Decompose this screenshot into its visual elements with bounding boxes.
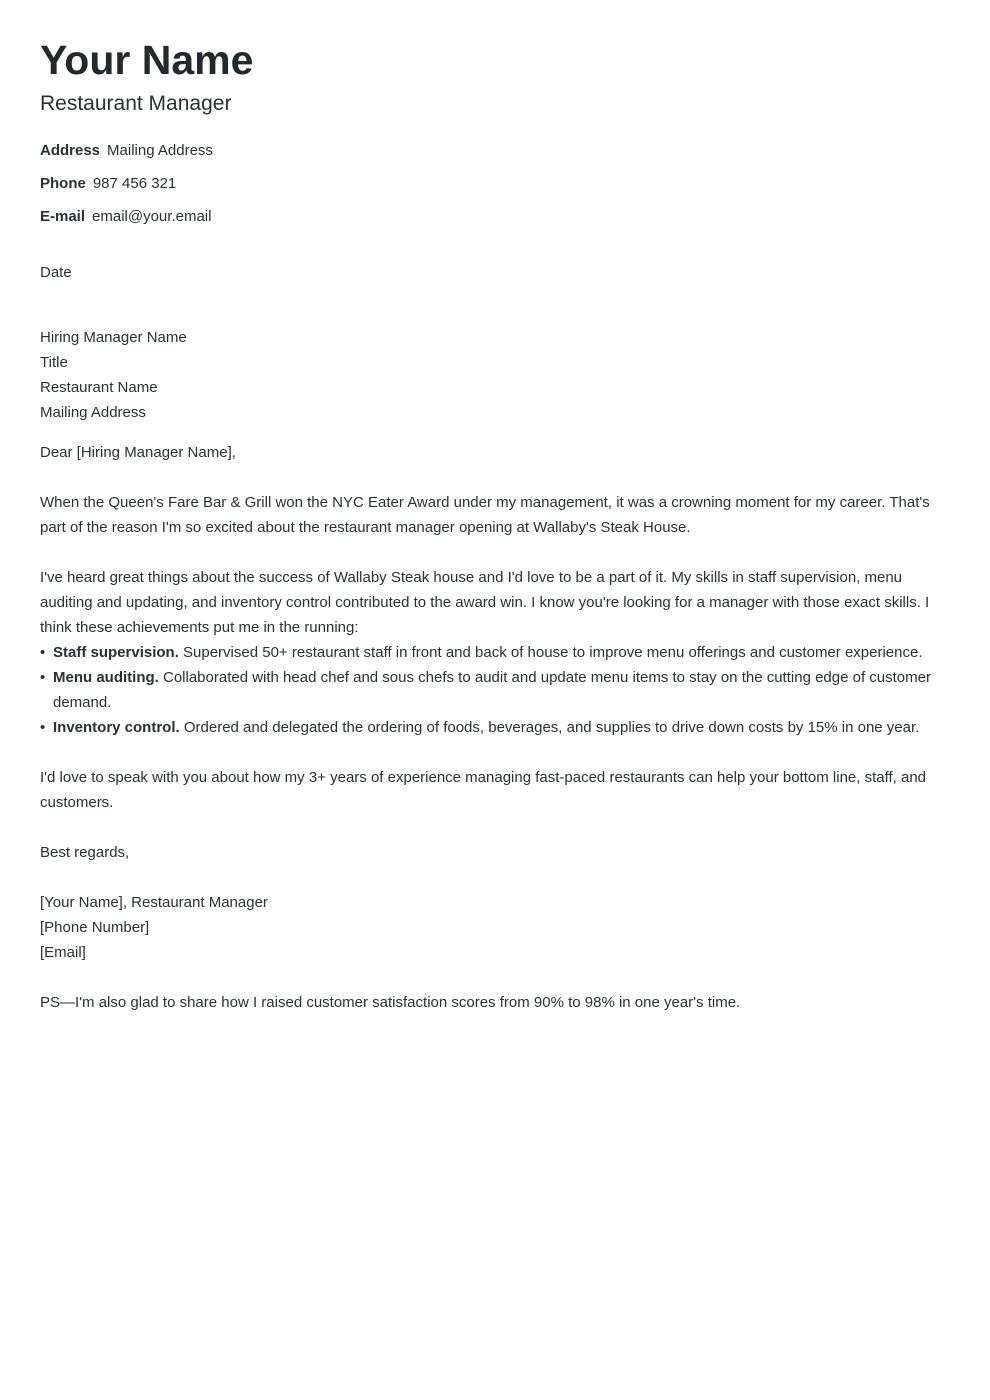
address-label: Address xyxy=(40,142,101,159)
list-item xyxy=(40,640,940,665)
applicant-name: Your Name xyxy=(40,37,254,83)
bullet-marker: • xyxy=(40,669,46,686)
signature-email: [Email] xyxy=(40,944,86,961)
bullet-title: Staff supervision. xyxy=(53,644,179,661)
address-value: Mailing Address xyxy=(107,142,213,159)
phone-label: Phone xyxy=(40,175,86,192)
bullet-marker: • xyxy=(40,644,46,661)
paragraph-intro: When the Queen's Fare Bar & Grill won the NYC Eater Award under my management, it was a crowning moment for my career. That's part of the reason I'm so excited about the restaurant manager opening at Wallaby's Steak House. xyxy=(40,494,930,536)
contact-email xyxy=(40,206,211,228)
phone-value: 987 456 321 xyxy=(92,175,177,192)
contact-phone xyxy=(40,173,176,195)
list-item xyxy=(40,665,940,715)
bullet-text: Collaborated with head chef and sous chefs to audit and update menu items to stay on the cutting edge of customer demand. xyxy=(53,669,931,711)
recipient-name: Hiring Manager Name xyxy=(40,329,187,346)
bullet-text: Supervised 50+ restaurant staff in front and back of house to improve menu offerings and customer experience. xyxy=(178,644,923,661)
postscript: PS—I'm also glad to share how I raised customer satisfaction scores from 90% to 98% in one year's time. xyxy=(40,994,741,1011)
paragraph-skills: I've heard great things about the success of Wallaby Steak house and I'd love to be a part of it. My skills in staff supervision, menu auditing and updating, and inventory control contributed to the award win. I know you're looking for a manager with those exact skills. I think these achievements put me in the running: xyxy=(40,569,930,636)
list-item xyxy=(40,715,940,740)
email-value: email@your.email xyxy=(92,208,212,225)
achievements-list xyxy=(40,640,940,740)
recipient-restaurant: Restaurant Name xyxy=(40,379,158,396)
bullet-text: Ordered and delegated the ordering of foods, beverages, and supplies to drive down costs by 15% in one year. xyxy=(179,719,920,736)
signature-phone: [Phone Number] xyxy=(40,919,150,936)
paragraph-closing: I'd love to speak with you about how my 3+ years of experience managing fast-paced restaurants can help your bottom line, staff, and customers. xyxy=(40,769,927,811)
closing-phrase: Best regards, xyxy=(40,844,130,861)
bullet-title: Menu auditing. xyxy=(53,669,159,686)
letter-date: Date xyxy=(40,264,72,281)
signature-block xyxy=(40,890,940,965)
email-label: E-mail xyxy=(40,208,86,225)
signature-name: [Your Name], Restaurant Manager xyxy=(40,894,268,911)
bullet-title: Inventory control. xyxy=(53,719,180,736)
recipient-title: Title xyxy=(40,354,68,371)
recipient-address: Mailing Address xyxy=(40,404,146,421)
applicant-job-title: Restaurant Manager xyxy=(40,92,232,115)
contact-address xyxy=(40,140,213,162)
recipient-block xyxy=(40,325,940,425)
salutation: Dear [Hiring Manager Name], xyxy=(40,444,236,461)
bullet-marker: • xyxy=(40,719,46,736)
